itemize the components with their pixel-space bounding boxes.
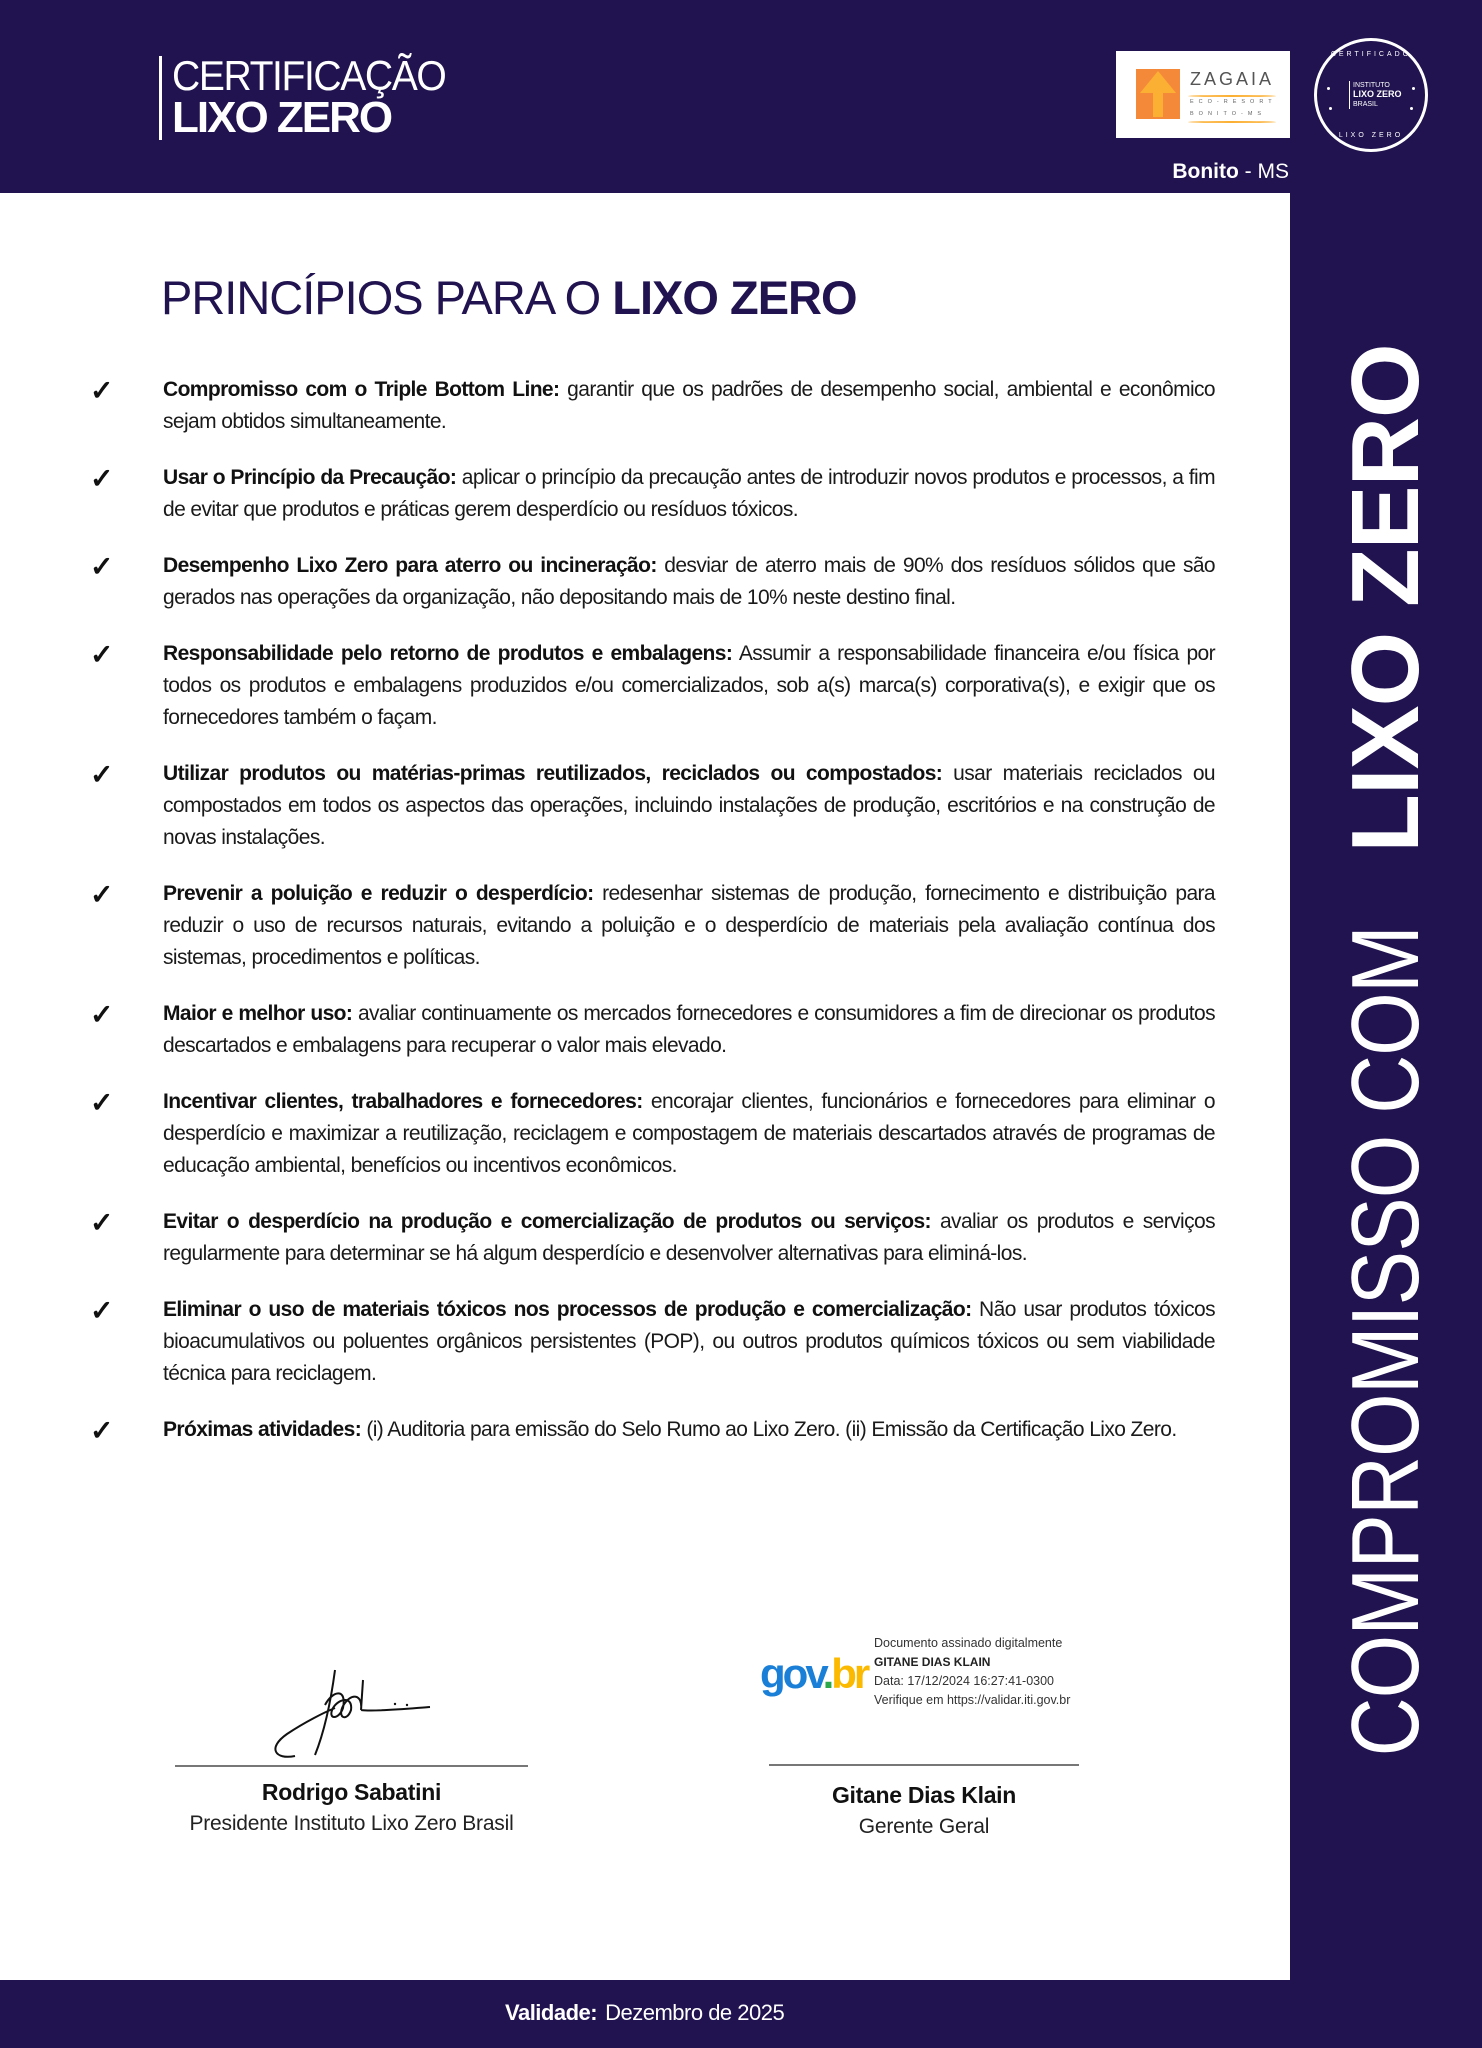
footer [0, 1980, 1482, 2048]
list-item [0, 638, 1290, 734]
check-icon: ✓ [90, 759, 113, 790]
principle-title: Prevenir a poluição e reduzir o desperdício: [163, 882, 594, 905]
signer-role: Presidente Instituto Lixo Zero Brasil [189, 1812, 514, 1835]
list-item [0, 1086, 1290, 1182]
principle-text: avaliar continuamente os mercados fornecedores e consumidores a fim de direcionar os produtos descartados e embalagens para recuperar o valor mais elevado. [163, 1002, 1215, 1057]
check-icon: ✓ [90, 879, 113, 910]
page-title [161, 270, 857, 325]
list-item [0, 1206, 1290, 1270]
zagaia-arrow-icon [1136, 69, 1180, 119]
principle-title: Próximas atividades: [163, 1418, 362, 1441]
principle-text: aplicar o princípio da precaução antes de introduzir novos produtos e processos, a fim de evitar que produtos e práticas gerem desperdício ou resíduos tóxicos. [163, 466, 1215, 521]
cert-logo-line2: LIXO ZERO [172, 93, 392, 142]
signer-name: Rodrigo Sabatini [261, 1779, 442, 1805]
govbr-line1: Documento assinado digitalmente [874, 1636, 1063, 1650]
signature-line [175, 1765, 528, 1767]
check-icon: ✓ [90, 551, 113, 582]
signature-block-right [768, 1764, 1080, 1839]
seal-line2: LIXO ZERO [1353, 89, 1402, 99]
zagaia-sub1: ECO-RESORT [1190, 99, 1277, 105]
seal-dot [1329, 107, 1332, 110]
principle-text: Assumir a responsabilidade financeira e/ou física por todos os produtos e embalagens produzidos e/ou comercializados, sob a(s) marca(s) corporativa(s), e exigir que os fornecedores também o façam. [163, 642, 1216, 729]
check-icon: ✓ [90, 999, 113, 1030]
principle-title: Responsabilidade pelo retorno de produtos e embalagens: [163, 642, 733, 665]
principle-title: Eliminar o uso de materiais tóxicos nos processos de produção e comercialização: [163, 1298, 972, 1321]
list-item [0, 1294, 1290, 1390]
check-icon: ✓ [90, 463, 113, 494]
validity-value: Dezembro de 2025 [605, 2000, 785, 2025]
location-city: Bonito [1172, 160, 1239, 183]
page-title-bold: LIXO ZERO [612, 271, 857, 324]
seal-top-text: CERTIFICADO [1330, 51, 1412, 58]
principle-title: Maior e melhor uso: [163, 1002, 353, 1025]
signature-line [769, 1764, 1079, 1766]
certificacao-lixo-zero-logo [159, 52, 466, 142]
principle-title: Utilizar produtos ou matérias-primas reutilizados, reciclados ou compostados: [163, 762, 943, 785]
list-item [0, 1414, 1290, 1446]
location-state: MS [1257, 160, 1289, 183]
validity [505, 2000, 784, 2026]
seal-line3: BRASIL [1353, 101, 1378, 108]
seal-dot [1327, 87, 1330, 90]
location [1172, 160, 1289, 184]
principle-text: Não usar produtos tóxicos bioacumulativos ou poluentes orgânicos persistentes (POP), ou outros produtos químicos tóxicos ou sem viabilidade técnica para reciclagem. [163, 1298, 1215, 1385]
vertical-title [1331, 344, 1441, 1829]
swoosh-decoration [1188, 121, 1276, 123]
principle-text: encorajar clientes, funcionários e fornecedores para eliminar o desperdício e maximizar a reutilização, reciclagem e compostagem de materiais descartados através de programas de educação ambiental, benefícios ou incentivos econômicos. [163, 1090, 1215, 1177]
check-icon: ✓ [90, 1415, 113, 1446]
zagaia-sub2: BONITO-MS [1190, 111, 1267, 117]
validity-label: Validade: [505, 2000, 598, 2025]
cert-logo-line1: CERTIFICAÇÃO [172, 52, 446, 99]
signer-role: Gerente Geral [858, 1815, 990, 1838]
list-item [0, 550, 1290, 614]
handwritten-signature [175, 1660, 528, 1765]
swoosh-decoration [1188, 95, 1276, 97]
govbr-digital-signature [758, 1628, 1138, 1718]
seal-dot [1410, 107, 1413, 110]
principle-text: (i) Auditoria para emissão do Selo Rumo ao Lixo Zero. (ii) Emissão da Certificação Lixo Zero. [361, 1418, 1177, 1441]
zagaia-logo [1116, 51, 1290, 138]
principle-title: Desempenho Lixo Zero para aterro ou incineração: [163, 554, 657, 577]
principle-title: Incentivar clientes, trabalhadores e fornecedores: [163, 1090, 643, 1113]
check-icon: ✓ [90, 375, 113, 406]
signer-name: Gitane Dias Klain [831, 1782, 1017, 1808]
list-item [0, 374, 1290, 438]
check-icon: ✓ [90, 1207, 113, 1238]
check-icon: ✓ [90, 639, 113, 670]
govbr-signer: GITANE DIAS KLAIN [874, 1655, 991, 1669]
location-separator: - [1238, 160, 1258, 183]
zagaia-name: ZAGAIA [1190, 69, 1275, 89]
principle-text: avaliar os produtos e serviços regularmente para determinar se há algum desperdício e desenvolver alternativas para eliminá-los. [163, 1210, 1215, 1265]
signature-block-left [175, 1660, 528, 1836]
seal-line1: INSTITUTO [1353, 82, 1390, 89]
principle-text: garantir que os padrões de desempenho social, ambiental e econômico sejam obtidos simultaneamente. [163, 378, 1216, 433]
principle-title: Usar o Princípio da Precaução: [163, 466, 457, 489]
govbr-logo: gov.br [760, 1650, 868, 1697]
seal-center-logo [1349, 81, 1402, 109]
govbr-verify: Verifique em https://validar.iti.gov.br [874, 1693, 1071, 1707]
seal-dot [1412, 87, 1415, 90]
principle-text: redesenhar sistemas de produção, fornecimento e distribuição para reduzir o uso de recursos naturais, evitando a poluição e o desperdício de materiais pela avaliação contínua dos sistemas, procedimentos e políticas. [163, 882, 1215, 969]
certified-seal [1314, 38, 1428, 152]
signature-scribble-icon [175, 1660, 528, 1765]
page-title-light: PRINCÍPIOS PARA O [161, 271, 613, 324]
list-item [0, 462, 1290, 526]
principles-list [0, 374, 1290, 1470]
govbr-date: Data: 17/12/2024 16:27:41-0300 [874, 1674, 1055, 1688]
principle-text: usar materiais reciclados ou compostados em todos os aspectos das operações, incluindo instalações de produção, escritórios e na construção de novas instalações. [163, 762, 1215, 849]
check-icon: ✓ [90, 1087, 113, 1118]
vertical-sidebar [1290, 193, 1482, 1980]
principle-title: Compromisso com o Triple Bottom Line: [163, 378, 560, 401]
vertical-title-bold: LIXO ZERO [1332, 343, 1439, 853]
seal-bottom-text: LIXO ZERO [1338, 132, 1404, 139]
list-item [0, 758, 1290, 854]
vertical-title-light: COMPROMISSO COM [1332, 925, 1439, 1756]
govbr-details [874, 1634, 1070, 1710]
list-item [0, 998, 1290, 1062]
check-icon: ✓ [90, 1295, 113, 1326]
principle-text: desviar de aterro mais de 90% dos resíduos sólidos que são gerados nas operações da organização, não depositando mais de 10% neste destino final. [163, 554, 1215, 609]
principle-title: Evitar o desperdício na produção e comercialização de produtos ou serviços: [163, 1210, 931, 1233]
list-item [0, 878, 1290, 974]
